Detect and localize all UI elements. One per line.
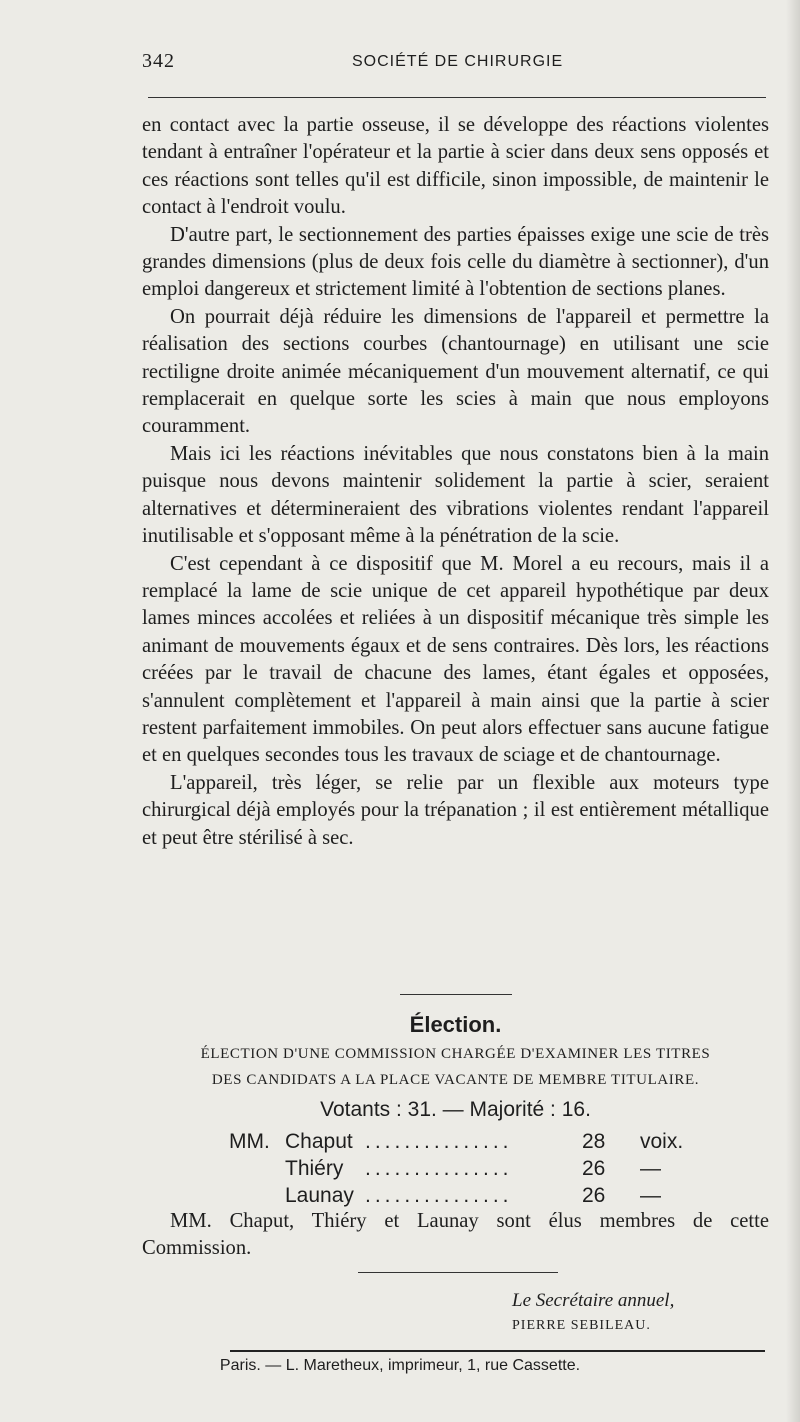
vote-count: 28 <box>582 1130 606 1153</box>
leader-dots: ............... <box>365 1184 513 1207</box>
election-subtitle-line2: DES CANDIDATS A LA PLACE VACANTE DE MEMBRE TITULAIRE. <box>211 1072 700 1088</box>
leader-dots: ............... <box>365 1130 513 1153</box>
header-rule <box>148 97 766 98</box>
closing-rule <box>358 1272 558 1273</box>
body-text <box>142 112 769 852</box>
running-title: SOCIÉTÉ DE CHIRURGIE <box>352 53 564 70</box>
signature-role: Le Secrétaire annuel, <box>512 1290 675 1311</box>
candidate-name: Launay <box>285 1184 354 1207</box>
signature-name: PIERRE SEBILEAU. <box>512 1318 651 1333</box>
leader-dots: ............... <box>365 1157 513 1180</box>
footer-rule <box>230 1350 765 1352</box>
election-conclusion: MM. Chaput, Thiéry et Launay sont élus membres de cette Commission. <box>142 1210 769 1260</box>
election-conclusion-block <box>142 1208 769 1263</box>
page-header <box>142 50 768 80</box>
result-row <box>0 1157 800 1185</box>
paragraph: On pourrait déjà réduire les dimensions de l'appareil et permettre la réalisation des sections courbes (chantournage) en utilisant une scie rectiligne droite animée mécaniquement d'un mouvement alternatif, ce qui remplacerait en quelque sorte les scies à main que nous employons couramment. <box>142 305 769 438</box>
printer-footer: Paris. — L. Maretheux, imprimeur, 1, rue Cassette. <box>219 1357 581 1374</box>
candidate-name: Thiéry <box>285 1157 344 1180</box>
candidate-name: Chaput <box>285 1130 353 1153</box>
votes-line: Votants : 31. — Majorité : 16. <box>320 1098 591 1121</box>
paragraph: C'est cependant à ce dispositif que M. Morel a eu recours, mais il a remplacé la lame de scie unique de cet appareil hypothétique par deux lames minces accolées et reliées à un dispositif mécanique très simple les animant de mouvements égaux et de sens contraires. Dès lors, les réactions créées par le travail de chacune des lames, étant égales et opposées, s'annulent complètement et l'appareil à main ainsi que la partie à scier restent parfaitement immobiles. On peut alors effectuer sans aucune fatigue et en quelques secondes tous les travaux de sciage et de chantournage. <box>142 552 769 767</box>
section-rule <box>400 994 512 995</box>
paragraph: Mais ici les réactions inévitables que nous constatons bien à la main puisque nous devons maintenir solidement la partie à scier, seraient alternatives et détermineraient des vibrations violentes rendant l'appareil inutilisable et s'opposant même à la pénétration de la scie. <box>142 442 769 548</box>
vote-unit: — <box>640 1157 661 1180</box>
paragraph: en contact avec la partie osseuse, il se développe des réactions violentes tendant à entraîner l'opérateur et la partie à scier dans deux sens opposés et ces réactions sont telles qu'il est difficile, sinon impossible, de maintenir le contact à l'endroit voulu. <box>142 114 769 219</box>
vote-count: 26 <box>582 1157 606 1180</box>
vote-unit: voix. <box>640 1130 684 1153</box>
result-prefix: MM. <box>229 1130 270 1153</box>
vote-count: 26 <box>582 1184 606 1207</box>
page-number: 342 <box>142 50 175 72</box>
vote-unit: — <box>640 1184 661 1207</box>
result-row <box>0 1130 800 1158</box>
paragraph: D'autre part, le sectionnement des parties épaisses exige une scie de très grandes dimensions (plus de deux fois celle du diamètre à sectionner), d'un emploi dangereux et strictement limité à l'obtention de sections planes. <box>142 223 769 301</box>
election-subtitle-line1: ÉLECTION D'UNE COMMISSION CHARGÉE D'EXAMINER LES TITRES <box>200 1046 711 1062</box>
election-title: Élection. <box>409 1012 502 1037</box>
paragraph: L'appareil, très léger, se relie par un flexible aux moteurs type chirurgical déjà employés pour la trépanation ; il est entièrement métallique et peut être stérilisé à sec. <box>142 771 769 849</box>
